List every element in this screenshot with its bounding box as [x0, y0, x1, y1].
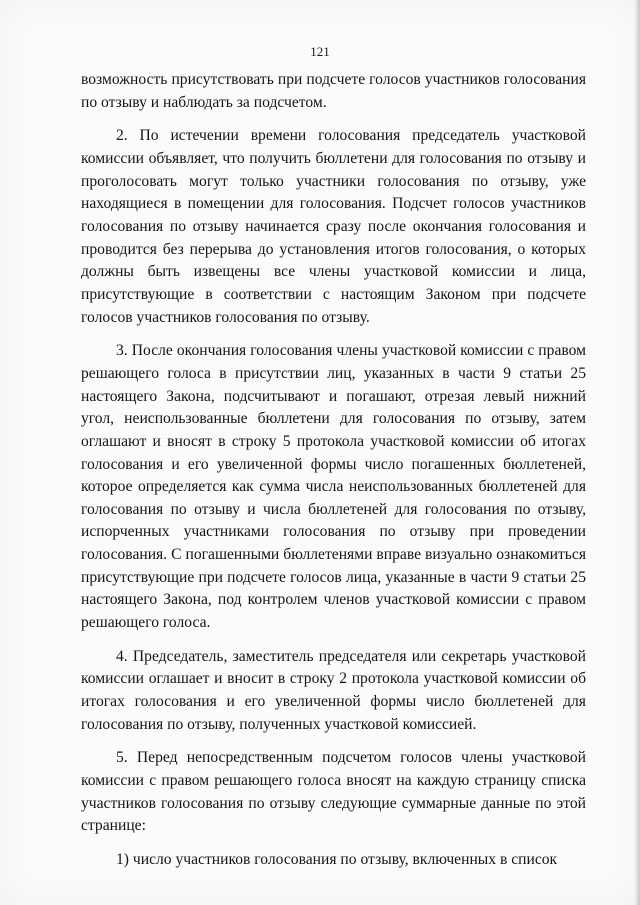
paragraph-gap — [81, 329, 586, 340]
paragraph-gap — [81, 635, 586, 646]
paragraph-item-4: 4. Председатель, заместитель председателя или секретарь участковой комиссии оглашает и вносит в строку 2 протокола участковой комиссии об итогах голосования и его увеличенной формы число бюллетеней для голосования по отзыву, полученных участковой комиссией. — [81, 647, 586, 733]
paragraph-item-5: 5. Перед непосредственным подсчетом голосов члены участковой комиссии с правом решающего голоса вносят на каждую страницу списка участников голосования по отзыву следующие суммарные данные по этой странице: — [81, 749, 586, 835]
paragraph-item-2: 2. По истечении времени голосования председатель участковой комиссии объявляет, что получить бюллетени для голосования по отзыву и проголосовать могут только участники голосования по отзыву, уже находящиеся в помещении для голосования. Подсчет голосов участников голосования по отзыву начинается сразу после окончания голосования и проводится без перерыва до установления итогов голосования, о которых должны быть извещены все члены участковой комиссии и лица, присутствующие в соответствии с настоящим Законом при подсчете голосов участников голосования по отзыву. — [81, 127, 586, 326]
paragraph-item-5-1: 1) число участников голосования по отзыву, включенных в список — [116, 851, 558, 868]
document-body — [81, 69, 586, 872]
page-edge-shadow — [634, 0, 640, 905]
paragraph-gap — [81, 114, 586, 125]
page-number: 121 — [310, 44, 330, 59]
paragraph-item-3: 3. После окончания голосования члены участковой комиссии с правом решающего голоса в присутствии лиц, указанных в части 9 статьи 25 настоящего Закона, подсчитывают и погашают, отрезая левый нижний угол, неиспользованные бюллетени для голосования по отзыву, затем оглашают и вносят в строку 5 протокола участковой комиссии об итогах голосования и его увеличенной формы число погашенных бюллетеней, которое определяется как сумма числа неиспользованных бюллетеней для голосования по отзыву и числа бюллетеней для голосования по отзыву, испорченных участниками голосования по отзыву при проведении голосования. С погашенными бюллетенями вправе визуально ознакомиться присутствующие при подсчете голосов лица, указанные в части 9 статьи 25 настоящего Закона, под контролем членов участковой комиссии с правом решающего голоса. — [81, 342, 586, 632]
paragraph-continuation: возможность присутствовать при подсчете голосов участников голосования по отзыву и наблюдать за подсчетом. — [81, 71, 586, 111]
paragraph-gap — [81, 838, 586, 849]
paragraph-gap — [81, 736, 586, 747]
